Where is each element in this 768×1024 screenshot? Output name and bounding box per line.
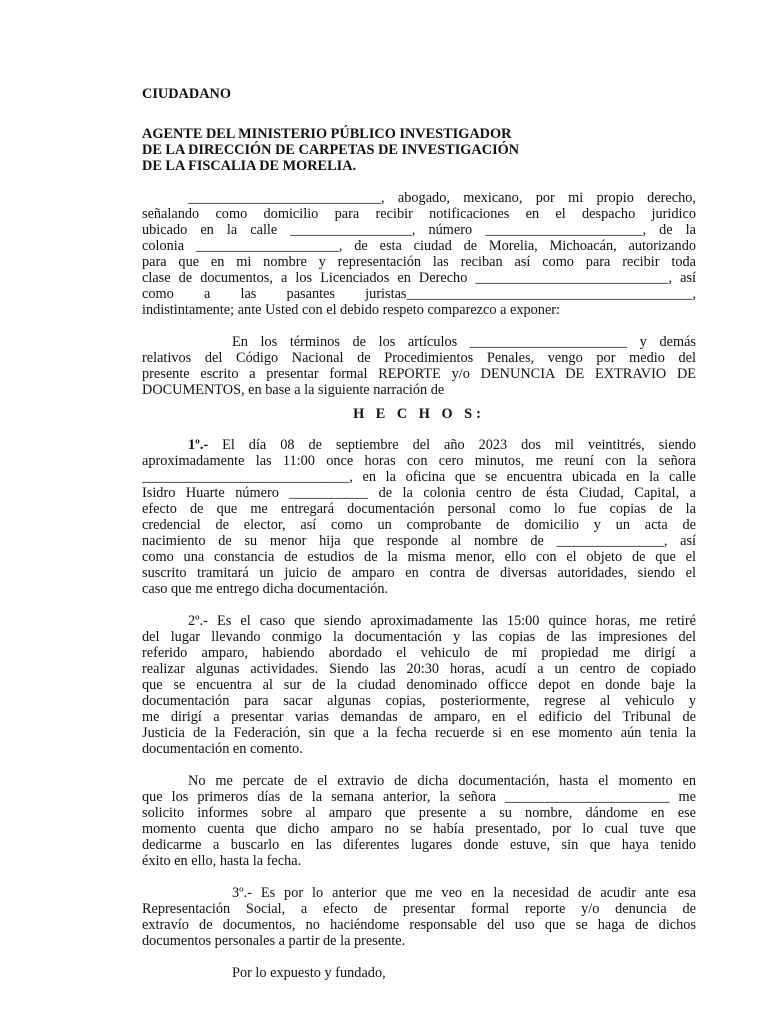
fact2-line: Justicia de la Federación, sin que a la fecha recuerde si en ese momento aún tenia la (142, 725, 696, 741)
intro-line: indistintamente; ante Usted con el debido respeto comparezco a exponer: (142, 302, 561, 318)
fact3-line: extravío de documentos, no haciéndome responsable del uso que se haga de dichos (142, 917, 696, 933)
fact2-line: 2º.- Es el caso que siendo aproximadamente las 15:00 quince horas, me retiré (188, 613, 696, 629)
fact1-line: nacimiento de su menor hija que responde al nombre de _______________, así (142, 533, 696, 549)
fact3-line: Representación Social, a efecto de presentar formal reporte y/o denuncia de (142, 901, 696, 917)
purpose-line: relativos del Código Nacional de Procedimientos Penales, vengo por medio del (142, 350, 696, 366)
fact1-line: Isidro Huarte número ___________ de la colonia centro de ésta Ciudad, Capital, a (142, 485, 696, 501)
intro-line: ___________________________, abogado, mexicano, por mi propio derecho, (188, 190, 696, 206)
fact2b-line: No me percate de el extravio de dicha documentación, hasta el momento en (188, 773, 696, 789)
fact2-line: referido amparo, habiendo abordado el vehiculo de mi propiedad me dirigí a (142, 645, 696, 661)
intro-line: clase de documentos, a los Licenciados en Derecho ___________________________, así (142, 270, 696, 286)
addressee-line-1: CIUDADANO (142, 86, 231, 102)
addressee-line-3: DE LA DIRECCIÓN DE CARPETAS DE INVESTIGACIÓN (142, 142, 520, 158)
fact2-line: me dirigí a presentar varias demandas de amparo, en el edificio del Tribunal de (142, 709, 696, 725)
intro-line: señalando como domicilio para recibir notificaciones en el despacho juridico (142, 206, 696, 222)
fact1-first-line (188, 437, 696, 455)
fact1-line: caso que me entrego dicha documentación. (142, 581, 389, 597)
facts-heading: H E C H O S: (353, 406, 485, 422)
fact2b-line: que los primeros días de la semana anterior, la señora _______________________ me (142, 789, 696, 805)
fact3-line: 3º.- Es por lo anterior que me veo en la necesidad de acudir ante esa (232, 885, 696, 901)
purpose-line: DOCUMENTOS, en base a la siguiente narración de (142, 382, 445, 398)
addressee-line-4: DE LA FISCALIA DE MORELIA. (142, 158, 357, 174)
closing-line: Por lo expuesto y fundado, (232, 965, 386, 981)
fact2-line: del lugar llevando conmigo la documentación y las copias de las impresiones del (142, 629, 696, 645)
fact2-line: documentación en comento. (142, 741, 303, 757)
fact2b-line: solicito informes sobre al amparo que presente a su nombre, dándome en ese (142, 805, 696, 821)
intro-line: ubicado en la calle _________________, número ______________________, de la (142, 222, 696, 238)
purpose-line: presente escrito a presentar formal REPORTE y/o DENUNCIA DE EXTRAVIO DE (142, 366, 696, 382)
addressee-line-2: AGENTE DEL MINISTERIO PÚBLICO INVESTIGADOR (142, 126, 512, 142)
fact1-line: como una constancia de estudios de la misma menor, ello con el objeto de que el (142, 549, 696, 565)
fact1-line: efecto de que me entregará documentación personal como lo fue copias de la (142, 501, 696, 517)
intro-line: colonia ____________________, de esta ciudad de Morelia, Michoacán, autorizando (142, 238, 696, 254)
purpose-line: En los términos de los artículos ______________________ y demás (232, 334, 696, 350)
fact2-line: documentación para sacar algunas copias, posteriormente, regrese al vehiculo y (142, 693, 696, 709)
fact1-line: _____________________________, en la oficina que se encuentra ubicada en la calle (142, 469, 696, 485)
fact2b-line: momento cuenta que dicho amparo no se había presentado, por lo cual tuve que (142, 821, 696, 837)
fact2-line: que se encuentra al sur de la ciudad denominado officce depot en donde baje la (142, 677, 696, 693)
fact1-number: 1º.- (188, 437, 209, 453)
intro-line: como a las pasantes juristas________________________________________, (142, 286, 696, 302)
fact2b-line: éxito en ello, hasta la fecha. (142, 853, 302, 869)
fact2b-line: dedicarme a buscarlo en las diferentes lugares donde estuve, sin que haya tenido (142, 837, 696, 853)
fact3-line: documentos personales a partir de la presente. (142, 933, 406, 949)
fact1-line: suscrito tramitará un juicio de amparo en contra de diversas autoridades, siendo el (142, 565, 696, 581)
fact1-line: credencial de elector, así como un comprobante de domicilio y un acta de (142, 517, 696, 533)
fact2-line: realizar algunas actividades. Siendo las 20:30 horas, acudí a un centro de copiado (142, 661, 696, 677)
fact1-line: aproximadamente las 11:00 once horas con cero minutos, me reuní con la señora (142, 453, 696, 469)
fact1-first-text: El día 08 de septiembre del año 2023 dos mil veintitrés, siendo (208, 437, 696, 453)
intro-line: para que en mi nombre y representación las reciban así como para recibir toda (142, 254, 696, 270)
